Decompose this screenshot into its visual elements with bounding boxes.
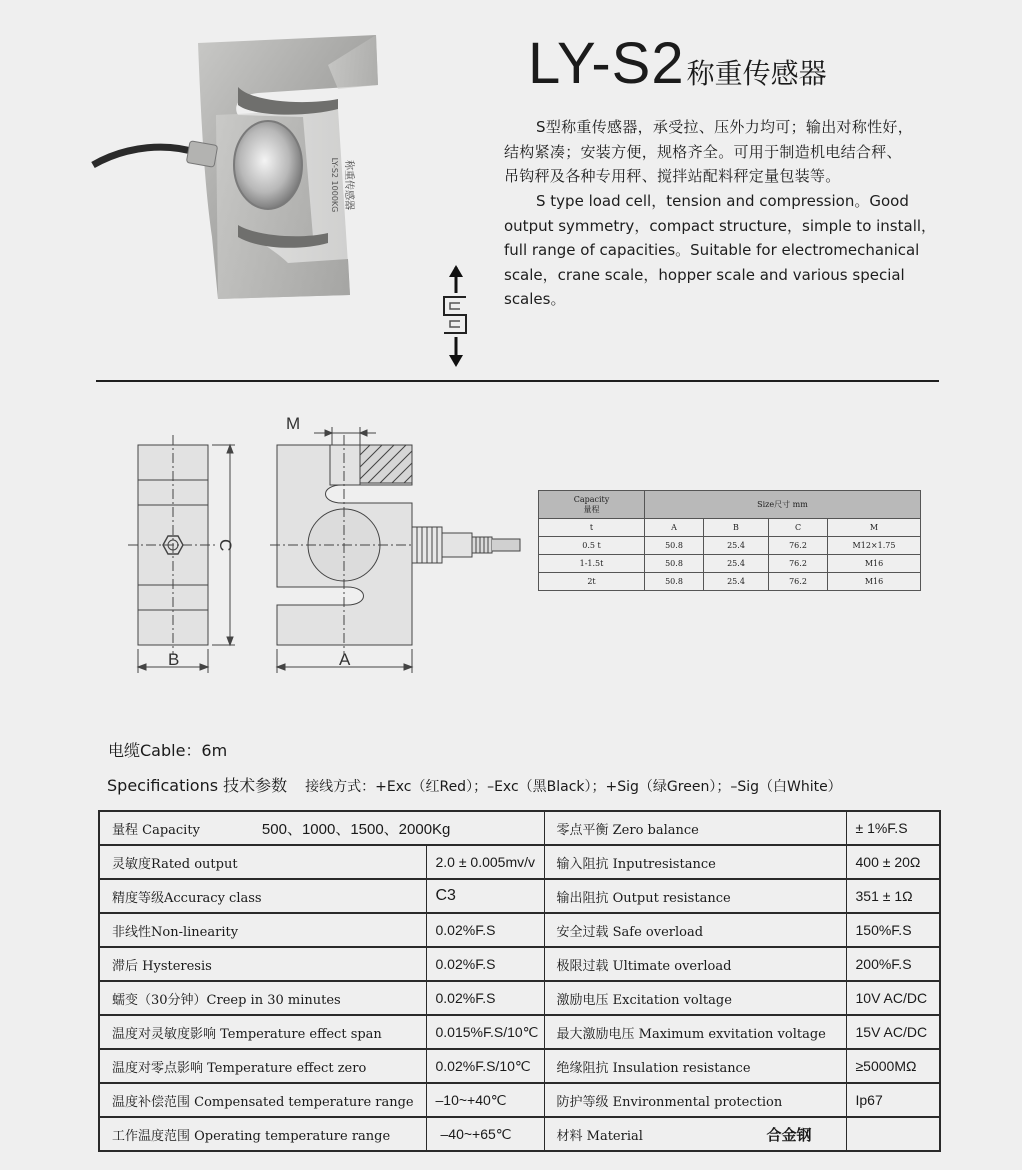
- table-row: 非线性Non-linearity 0.02%F.S 安全过载 Safe overload 150%F.S: [99, 913, 940, 947]
- dimension-label-a: A: [339, 650, 351, 669]
- table-row: 2t 50.8 25.4 76.2 M16: [539, 573, 921, 591]
- table-row: 温度对灵敏度影响 Temperature effect span 0.015%F.S/10℃ 最大激励电压 Maximum exvitation voltage 15V AC/DC: [99, 1015, 940, 1049]
- dimension-label-m: M: [286, 414, 301, 433]
- specs-heading: [107, 773, 842, 796]
- product-label-name: 称重传感器: [343, 160, 354, 210]
- description-en: S type load cell，tension and compression。Good output symmetry，compact structure，simple to install， full range of capacities。Suitable for electromechanical scale，crane scale，hopper scale and various special scales。: [504, 192, 937, 308]
- table-row: 工作温度范围 Operating temperature range –40~+65℃ 材料 Material 合金钢: [99, 1117, 940, 1151]
- wiring-info: 接线方式：+Exc（红Red）；–Exc（黑Black）；+Sig（绿Green）；–Sig（白White）: [305, 779, 842, 795]
- table-row: 精度等级Accuracy class C3 输出阻抗 Output resistance 351 ± 1Ω: [99, 879, 940, 913]
- product-photo: [88, 25, 388, 305]
- table-row: 温度对零点影响 Temperature effect zero 0.02%F.S/10℃ 绝缘阻抗 Insulation resistance ≥5000MΩ: [99, 1049, 940, 1083]
- divider: [96, 380, 939, 382]
- table-row: 量程 Capacity 500、1000、1500、2000Kg 零点平衡 Zero balance ± 1%F.S: [99, 811, 940, 845]
- table-row: 0.5 t 50.8 25.4 76.2 M12×1.75: [539, 537, 921, 555]
- table-row: 灵敏度Rated output 2.0 ± 0.005mv/v 输入阻抗 Inputresistance 400 ± 20Ω: [99, 845, 940, 879]
- spec-table: [98, 810, 941, 1152]
- page-title: [528, 30, 827, 97]
- cable-length: 电缆Cable：6m: [108, 741, 228, 760]
- size-table: [538, 490, 921, 591]
- dimension-label-c: C: [216, 539, 235, 552]
- table-row: 1-1.5t 50.8 25.4 76.2 M16: [539, 555, 921, 573]
- size-header-capacity: Capacity 量程: [539, 491, 645, 519]
- table-row: 蠕变（30分钟）Creep in 30 minutes 0.02%F.S 激励电压 Excitation voltage 10V AC/DC: [99, 981, 940, 1015]
- size-header-size: Size尺寸 mm: [645, 491, 921, 519]
- product-name-cn: 称重传感器: [686, 57, 827, 90]
- product-label-model: LY-S2 1000KG: [330, 157, 339, 213]
- capacity-cell: 量程 Capacity 500、1000、1500、2000Kg: [99, 811, 544, 845]
- description-cn: S型称重传感器，承受拉、压外力均可；输出对称性好， 结构紧凑；安装方便，规格齐全。可用于制造机电结合秤、 吊钩秤及各种专用秤、搅拌站配料秤定量包装等。: [504, 118, 914, 185]
- specs-title: Specifications 技术参数: [107, 776, 288, 795]
- table-row: 温度补偿范围 Compensated temperature range –10~+40℃ 防护等级 Environmental protection Ip67: [99, 1083, 940, 1117]
- model-name: LY-S2: [528, 31, 685, 96]
- dimension-label-b: B: [168, 650, 180, 669]
- table-row: 滞后 Hysteresis 0.02%F.S 极限过载 Ultimate overload 200%F.S: [99, 947, 940, 981]
- dimension-drawing: [120, 405, 530, 680]
- tension-compression-icon: [438, 265, 474, 367]
- table-row: t A B C M: [539, 519, 921, 537]
